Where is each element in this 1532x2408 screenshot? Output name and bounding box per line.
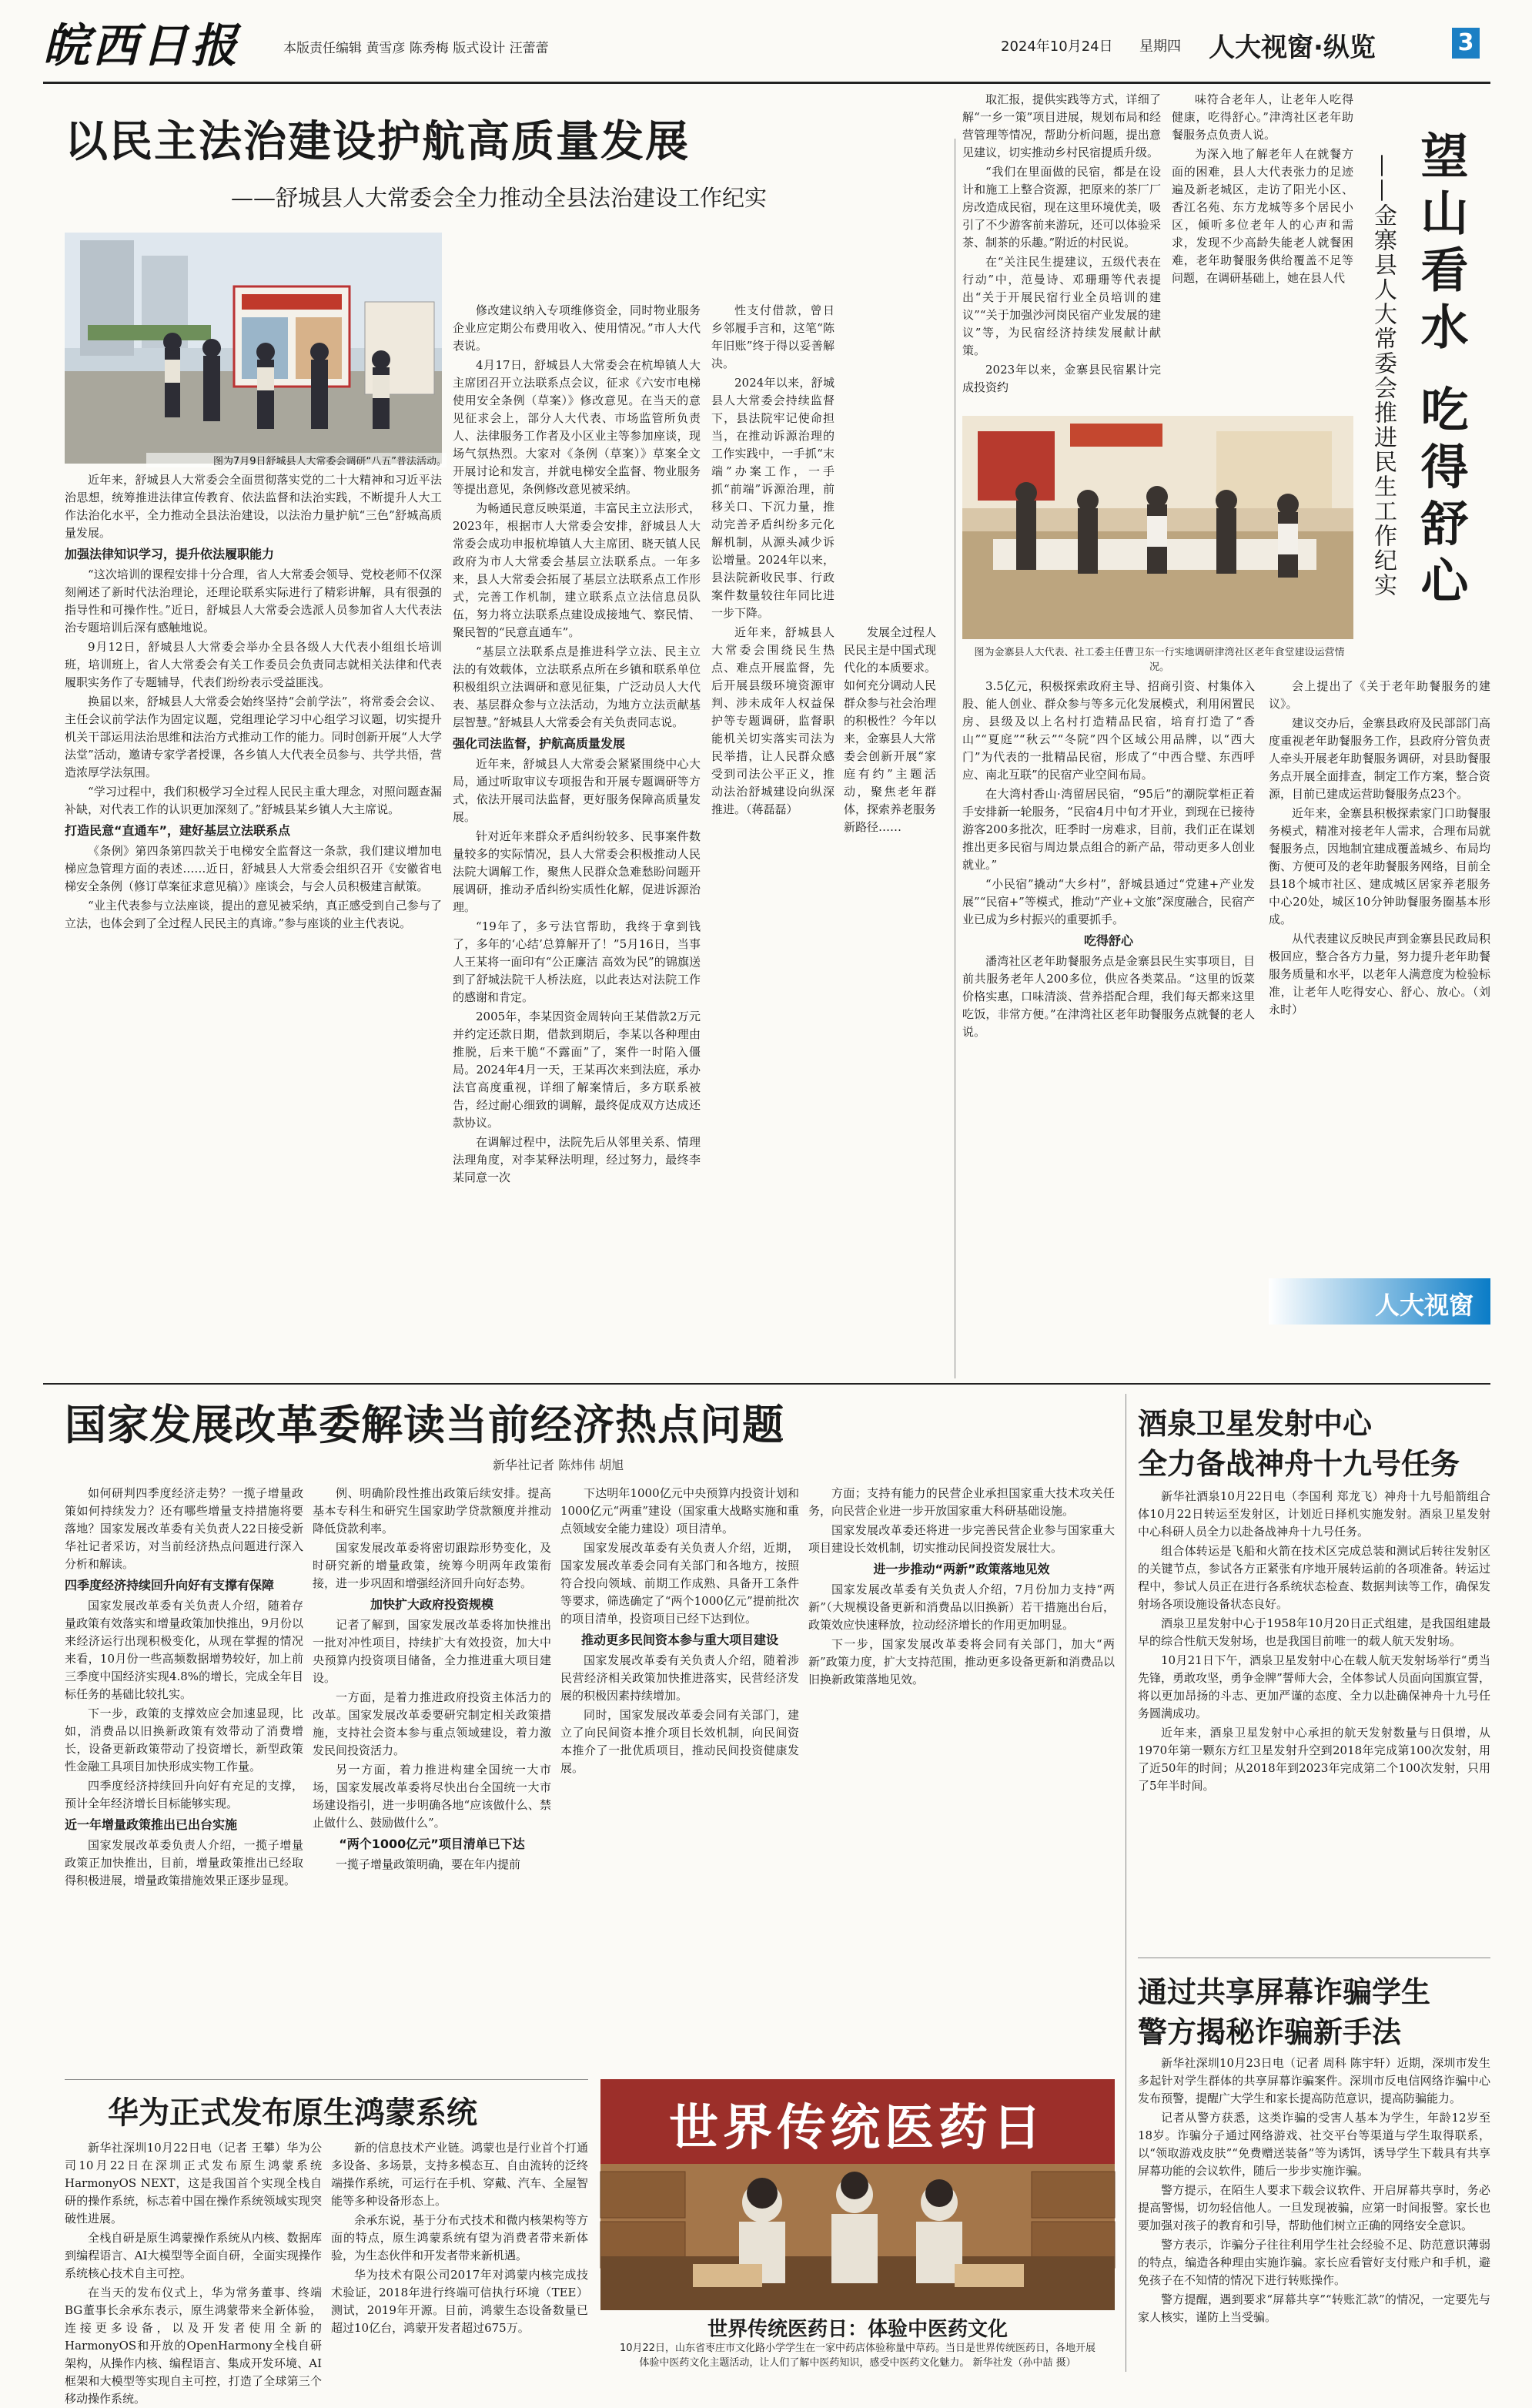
subheading: 推动更多民间资本参与重大项目建设 [580,1633,778,1647]
paragraph: 下一步，国家发展改革委将会同有关部门，加大“两新”政策力度，扩大支持范围，推动更多设备更新和消费品以旧换新政策落地见效。 [808,1637,1115,1686]
paragraph: 国家发展改革委有关负责人介绍，随着涉民营经济相关政策加快推进落实，民营经济发展的积极因素持续增加。 [560,1653,799,1703]
paragraph: 另一方面，着力推进构建全国统一大市场，国家发展改革委将尽快出台全国统一大市场建设指引，进一步明确各地“应该做什么、禁止做什么、鼓励做什么”。 [313,1763,551,1830]
page-number-badge: 3 [1452,28,1480,59]
subheading: 近一年增量政策推出已出台实施 [65,1817,238,1832]
paragraph: 例、明确阶段性推出政策后续安排。提高基本专科生和研究生国家助学贷款额度并推动降低贷款利率。 [313,1486,551,1536]
subheading: 加强法律知识学习，提升依法履职能力 [65,547,275,561]
paragraph: 警方提醒，遇到要求“屏幕共享”“转账汇款”的情况，一定要先与家人核实，谨防上当受骗。 [1138,2292,1490,2324]
article-divider [65,2079,588,2080]
masthead [0,0,1532,85]
paragraph: 修改建议纳入专项维修资金，同时物业服务企业应定期公布费用收入、使用情况。”市人大代表说。 [453,303,701,353]
paragraph: 国家发展改革委有关负责人介绍，随着存量政策有效落实和增量政策加快推出，9月份以来经济运行出现积极变化，从现在掌握的情况来看，10月份一些高频数据增势较好，加上前三季度中国经济实现4.8%的增长，完成全年目标任务的基础比较扎实。 [65,1599,303,1701]
paragraph: 在“关注民生提建议，五级代表在行动”中，范曼诗、邓珊珊等代表提出“关于开展民宿行业全员培训的建议”“关于加强沙河岗民宿产业发展的建议”等，为民宿经济持续发展献计献策。 [962,255,1161,357]
paragraph: 警方表示，诈骗分子往往利用学生社会经验不足、防范意识薄弱的特点，编造各种理由实施诈骗。家长应看管好支付账户和手机，避免孩子在不知情的情况下进行转账操作。 [1138,2238,1490,2287]
subheading: 进一步推动“两新”政策落地见效 [873,1562,1050,1576]
paragraph: 2024年以来，舒城县人大常委会持续监督下，县法院牢记使命担当，在推动诉源治理的工作实践中，一手抓“末端”办案工作，一手抓“前端”诉源治理，前移关口、下沉力量，推动完善矛盾纠纷多元化解机制，从源头减少诉讼增量。2024年以来，县法院新收民事、行政案件数量较往年同比进一步下降。 [711,376,835,620]
paragraph: 国家发展改革委负责人介绍，一揽子增量政策正加快推出，目前，增量政策推出已经取得积极进展，增量政策措施效果正逐步显现。 [65,1838,303,1887]
article7-title: 世界传统医药日：体验中医药文化 [707,2318,1008,2341]
paragraph: “我们在里面做的民宿，都是在设计和施工上整合资源，把原来的茶厂厂房改造成民宿，现在这里环境优美，吸引了不少游客前来游玩，还可以体验采茶、制茶的乐趣。”附近的村民说。 [962,165,1161,250]
paragraph: 酒泉卫星发射中心于1958年10月20日正式组建，是我国组建最早的综合性航天发射场，也是我国目前唯一的载人航天发射场。 [1138,1616,1490,1648]
paragraph: 会上提出了《关于老年助餐服务的建议》。 [1269,679,1490,711]
paragraph: 下达明年1000亿元中央预算内投资计划和1000亿元“两重”建设（国家重大战略实施和重点领域安全能力建设）项目清单。 [560,1486,799,1536]
paragraph: 在当天的发布仪式上，华为常务董事、终端BG董事长余承东表示，原生鸿蒙带来全新体验，连接更多设备，以及开发者使用全新的HarmonyOS和开放的OpenHarmony全栈自研架构，从操作内核、编程语言、集成开发环境、AI框架和大模型等实现自主可控，打造了全球第三个移动操作系统。 [65,2286,322,2406]
subheading: 吃得舒心 [1083,933,1133,948]
article5-title-line2: 警方揭秘诈骗新手法 [1138,2014,1402,2049]
article2-column-1 [962,91,1161,399]
paragraph: 国家发展改革委有关负责人介绍，7月份加力支持“两新”（大规模设备更新和消费品以旧换新）若干措施出台后，政策效应快速释放，拉动经济增长的作用更加明显。 [808,1582,1115,1632]
paragraph: 发展全过程人民民主是中国式现代化的本质要求。如何充分调动人民群众参与社会治理的积极性？今年以来，金寨县人大常委会创新开展“家庭有约”主题活动，聚焦老年群体，探索养老服务新路径…… [844,625,937,834]
paragraph: 10月21日下午，酒泉卫星发射中心在载人航天发射场举行“勇当先锋，勇敢攻坚，勇争金牌”誓师大会，全体参试人员面向国旗宣誓，将以更加昂扬的斗志、更加严谨的态度、全力以赴确保神舟十九号任务圆满成功。 [1138,1653,1490,1720]
article7-caption: 10月22日，山东省枣庄市文化路小学学生在一家中药店体验称量中草药。当日是世界传统医药日，各地开展体验中医药文化主题活动，让人们了解中医药知识，感受中医药文化魅力。 新华社发（孙中喆 摄） [619,2343,1096,2369]
masthead-rule [43,82,1490,84]
article3-column-2 [313,1485,551,2070]
paragraph: 为畅通民意反映渠道，丰富民主立法形式，2023年，根据市人大常委会安排，舒城县人大常委会成功申报杭埠镇人大主席团、晓天镇人民政府为市人大常委会基层立法联系点。一年多来，县人大常委会拓展了基层立法联系点工作形式，完善工作机制，建立联系点立法信息员队伍，努力将立法联系点建设成接地气、察民情、聚民智的“民意直通车”。 [453,501,701,639]
paragraph: “小民宿”撬动“大乡村”，舒城县通过“党建+产业发展”“民宿+”等模式，推动“产业+文旅”深度融合，民宿产业已成为乡村振兴的重要抓手。 [962,877,1255,926]
article3-title: 国家发展改革委解读当前经济热点问题 [65,1400,784,1449]
article1-side-column [844,624,936,978]
article2-subtitle: ——金寨县人大常委会推进民生工作纪实 [1370,154,1397,598]
subheading: 强化司法监督，护航高质量发展 [453,736,626,751]
paragraph: 新华社深圳10月23日电（记者 周科 陈宇轩）近期，深圳市发生多起针对学生群体的共享屏幕诈骗案件。深圳市反电信网络诈骗中心发布预警，提醒广大学生和家长提高防范意识，提高防骗能力。 [1138,2056,1490,2105]
paragraph: 近年来，舒城县人大常委会围绕民生热点、难点开展监督，先后开展县级环境资源审判、涉未成年人权益保护等专题调研，监督职能机关切实落实司法为民举措，让人民群众感受到司法公平正义，推动法治舒城建设向纵深推进。（蒋磊磊） [711,625,835,816]
issue-date: 2024年10月24日 [1001,39,1113,55]
article3-column-4 [808,1485,1115,2070]
paragraph: 同时，国家发展改革委会同有关部门，建立了向民间资本推介项目长效机制，向民间资本推介了一批优质项目，推动民间投资健康发展。 [560,1708,799,1775]
article3-byline: 新华社记者 陈炜伟 胡旭 [493,1458,624,1472]
paragraph: “业主代表参与立法座谈，提出的意见被采纳，真正感受到自己参与了立法，也体会到了全过程人民民主的真谛。”参与座谈的业主代表说。 [65,899,442,930]
article2-column-3 [962,678,1255,1317]
article4-title-line2: 全力备战神舟十九号任务 [1138,1446,1460,1481]
paragraph: 潘湾社区老年助餐服务点是金寨县民生实事项目，目前共服务老年人200多位，供应各类菜品。“这里的饭菜价格实惠，口味清淡、营养搭配合理，我们每天都来这里吃饭，非常方便。”在津湾社区老年助餐服务点就餐的老人说。 [962,954,1255,1039]
paragraph: 2005年，李某因资金周转向王某借款2万元并约定还款日期，借款到期后，李某以各种理由推脱，后来干脆“不露面”了，案件一时陷入僵局。2024年4月一天，王某再次来到法庭，承办法官高度重视，详细了解案情后，多方联系被告，经过耐心细致的调解，最终促成双方达成还款协议。 [453,1010,701,1130]
subheading: 四季度经济持续回升向好有支撑有保障 [65,1578,275,1592]
paragraph: 近年来，酒泉卫星发射中心承担的航天发射数量与日俱增，从1970年第一颗东方红卫星发射升空到2018年完成第100次发射，用了近50年的时间；从2018年到2023年完成第二个100次发射，只用了5年半时间。 [1138,1726,1490,1793]
paragraph: 国家发展改革委将密切跟踪形势变化，及时研究新的增量政策，统筹今明两年政策衔接，进一步巩固和增强经济回升向好态势。 [313,1541,551,1590]
paragraph: 记者了解到，国家发展改革委将加快推出一批对冲性项目，持续扩大有效投资，加大中央预算内投资项目储备，全力推进重大项目建设。 [313,1618,551,1685]
article1-column-2 [453,302,701,1380]
paragraph: 近年来，舒城县人大常委会全面贯彻落实党的二十大精神和习近平法治思想，统筹推进法律宣传教育、依法监督和法治实践，不断提升人大工作法治化水平，全力推动全县法治建设，以法治力量护航“三色”舒城高质量发展。 [65,473,442,540]
article1-title: 以民主法治建设护航高质量发展 [65,116,690,167]
article5-title-line1: 通过共享屏幕诈骗学生 [1138,1974,1431,2009]
paragraph: 余承东说，基于分布式技术和微内核架构等方面的特点，原生鸿蒙系统有望为消费者带来新体验，为生态伙伴和开发者带来新机遇。 [331,2213,588,2262]
article1-column-1 [65,471,442,1380]
paragraph: 一方面，是着力推进政府投资主体活力的改革。国家发展改革委要研究制定相关政策措施，支持社会资本参与重点领域建设，着力激发民间投资活力。 [313,1690,551,1757]
paragraph: “19年了，多亏法官帮助，我终于拿到钱了，多年的‘心结’总算解开了！”5月16日，当事人王某将一面印有“公正廉洁 高效为民”的锦旗送到了舒城法院干人桥法庭，以此表达对法院工作的感谢和肯定。 [453,919,701,1004]
article6-column-2 [331,2139,588,2378]
paragraph: 建议交办后，金寨县政府及民部部门高度重视老年助餐服务工作，县政府分管负责人牵头开展老年助餐服务调研，对县助餐服务点开展全面排查，制定工作方案，整合资源，目前已建成运营助餐服务点23个。 [1269,716,1490,801]
paragraph: 新华社深圳10月22日电（记者 王攀）华为公司10月22日在深圳正式发布原生鸿蒙系统HarmonyOS NEXT，这是我国首个实现全栈自研的操作系统，标志着中国在操作系统领域实现突破性进展。 [65,2141,322,2225]
subheading: 打造民意“直通车”，建好基层立法联系点 [65,823,291,838]
paragraph: 国家发展改革委有关负责人介绍，近期，国家发展改革委会同有关部门和各地方，按照符合投向领域、前期工作成熟、具备开工条件等要求，筛选确定了“两个1000亿元”提前批次的项目清单，投资项目已经下达到位。 [560,1541,799,1626]
paragraph: 在调解过程中，法院先后从邻里关系、情理法理角度，对李某释法明理，经过努力，最终李某同意一次 [453,1135,701,1184]
paragraph: 四季度经济持续回升向好有充足的支撑，预计全年经济增长目标能够实现。 [65,1779,303,1810]
article6-title: 华为正式发布原生鸿蒙系统 [108,2095,477,2131]
article3-column-3 [560,1485,799,2070]
canteen-scene [962,416,1353,639]
article4-title-line1: 酒泉卫星发射中心 [1138,1406,1373,1441]
article2-photo-caption: 图为金寨县人大代表、社工委主任曹卫东一行实地调研津湾社区老年食堂建设运营情况。 [974,647,1345,673]
paragraph: 近年来，金寨县积极探索家门口助餐服务模式，精准对接老年人需求，合理布局就餐服务点，因地制宜建成覆盖城乡、布局均衡、方便可及的老年助餐服务网络，目前全县18个城市社区、建成城区居家养老服务中心20处，城区10分钟助餐服务圈基本形成。 [1269,806,1490,926]
paragraph: 为深入地了解老年人在就餐方面的困难，县人大代表张力的足迹遍及新老城区，走访了阳光小区、香江名苑、东方龙城等多个居民小区，倾听多位老年人的心声和需求，发现不少高龄失能老人就餐困难，老年助餐服务供给覆盖不足等问题，在调研基础上，她在县人代 [1172,147,1353,285]
paragraph: 针对近年来群众矛盾纠纷较多、民事案件数量较多的实际情况，县人大常委会积极推动人民法院大调解工作，聚焦人民群众急难愁盼问题开展调研，推动矛盾纠纷实质性化解，促进诉源治理。 [453,829,701,914]
article3-column-1 [65,1485,303,2070]
article2-column-4 [1269,678,1490,1155]
issue-weekday: 星期四 [1139,39,1181,55]
newspaper-logo: 皖西日报 [43,19,240,73]
paragraph: 组合体转运是飞船和火箭在技术区完成总装和测试后转往发射区的关键节点，参试各方正紧张有序地开展转运前的各项准备。转运过程中，参试人员正在进行各系统状态检查、数据判读等工作，确保发射场各项设施设备状态良好。 [1138,1544,1490,1611]
paragraph: 全栈自研是原生鸿蒙操作系统从内核、数据库到编程语言、AI大模型等全面自研，全面实现操作系统核心技术自主可控。 [65,2231,322,2280]
paragraph: 性支付借款，曾日乡邻履手言和，这笔“陈年旧账”终于得以妥善解决。 [711,303,835,370]
paragraph: 国家发展改革委还将进一步完善民营企业参与国家重大项目建设长效机制，切实推动民间投资发展壮大。 [808,1523,1115,1555]
paragraph: 警方提示，在陌生人要求下载会议软件、开启屏幕共享时，务必提高警惕，切勿轻信他人。一旦发现被骗，应第一时间报警。家长也要加强对孩子的教育和引导，帮助他们树立正确的网络安全意识。 [1138,2183,1490,2232]
paragraph: 2023年以来，金寨县民宿累计完成投资约 [962,363,1161,394]
paragraph: 3.5亿元，积极探索政府主导、招商引资、村集体入股、能人创业、群众参与等多元化发展模式，利用闲置民房、县级及以上名村打造精品民宿，培育打造了“香山”“夏庭”“秋云”“冬院”四个区域公用品牌，以“西大门”为代表的一批精品民宿，形成了“中西合璧、东西呼应、南北互联”的民宿产业空间布局。 [962,679,1255,782]
paragraph: 取汇报，提供实践等方式，详细了解“一乡一策”项目进展，规划布局和经营管理等情况，帮助分析问题，提出意见建议，切实推动乡村民宿提质升级。 [962,92,1161,159]
article1-subtitle: ——舒城县人大常委会全力推动全县法治建设工作纪实 [231,185,768,211]
paragraph: 从代表建议反映民声到金寨县民政局积极回应，整合各方力量，努力提升老年助餐服务质量和水平，以老年人满意度为检验标准，让老年人吃得安心、舒心、放心。（刘永时） [1269,932,1490,1016]
paragraph: “学习过程中，我们积极学习全过程人民民主重大理念，对照问题查漏补缺，对代表工作的认识更加深刻了。”舒城县某乡镇人大主席说。 [65,785,442,816]
renda-banner-label: 人大视窗 [1374,1291,1473,1320]
subheading: 加快扩大政府投资规模 [370,1597,493,1612]
article7-photo [600,2079,1115,2310]
article1-photo-caption: 图为7月9日舒城县人大常委会调研“八五”普法活动。 [146,453,447,467]
editor-credits: 本版责任编辑 黄雪彦 陈秀梅 版式设计 汪蕾蕾 [283,41,549,56]
paragraph: “这次培训的课程安排十分合理，省人大常委会领导、党校老师不仅深刻阐述了新时代法治理论，还理论联系实际进行了精彩讲解，具有很强的指导性和可操作性。”近日，舒城县人大常委会选派人员参加省人大代表法治专题培训后深有感触地说。 [65,568,442,635]
section-title: 人大视窗·纵览 [1209,32,1376,63]
paragraph: 4月17日，舒城县人大常委会在杭埠镇人大主席团召开立法联系点会议，征求《六安市电梯使用安全条例（草案）》修改意见。在当天的意见征求会上，部分人大代表、市场监管所负责人、法律服务工作者及小区业主等参加座谈，现场气氛热烈。大家对《条例（草案）》草案全文开展讨论和发言，并就电梯安全监督、物业服务等提出意见，条例修改意见被采纳。 [453,358,701,496]
paragraph: 新华社酒泉10月22日电（李国利 郑龙飞）神舟十九号船箭组合体10月22日转运至发射区，计划近日择机实施发射。酒泉卫星发射中心科研人员全力以赴备战神舟十九号任务。 [1138,1489,1490,1539]
paragraph: 下一步，政策的支撑效应会加速显现，比如，消费品以旧换新政策有效带动了消费增长，设备更新政策带动了投资增长，新型政策性金融工具项目加快形成实物工作量。 [65,1706,303,1773]
paragraph: 近年来，舒城县人大常委会紧紧围绕中心大局，通过听取审议专项报告和开展专题调研等方式，依法开展司法监督，更好服务保障高质量发展。 [453,757,701,824]
paragraph: 如何研判四季度经济走势？一揽子增量政策如何持续发力？还有哪些增量支持措施将要落地？国家发展改革委有关负责人22日接受新华社记者采访，对当前经济热点问题进行深入分析和解读。 [65,1486,303,1571]
article1-column-3 [711,302,835,816]
paragraph: 方面；支持有能力的民营企业承担国家重大技术攻关任务，向民营企业进一步开放国家重大科研基础设施。 [808,1486,1115,1518]
paragraph: 记者从警方获悉，这类诈骗的受害人基本为学生，年龄12岁至18岁。诈骗分子通过网络游戏、社交平台等渠道与学生取得联系，以“领取游戏皮肤”“免费赠送装备”等为诱饵，诱导学生下载具有共享屏幕功能的会议软件，随后一步步实施诈骗。 [1138,2111,1490,2178]
paragraph: 在大湾村香山·湾留居民宿，“95后”的潮院掌柜正着手安排新一轮服务，“民宿4月中旬才开业，到现在已接待游客200多批次，旺季时一房难求，目前，我们正在谋划推出更多民宿与周边景点组合的新产品，带动更多人创业就业。” [962,787,1255,872]
section-rule [43,1383,1490,1385]
renda-banner [1269,1278,1490,1325]
article5-body [1138,2055,1490,2378]
paragraph: 换届以来，舒城县人大常委会始终坚持“会前学法”，将常委会会议、主任会议前学法作为固定议题，党组理论学习中心组学习议题，切实提升机关干部运用法治思维和法治方式推动工作的能力。同时创新开展“人大学法堂”活动，邀请专家学者授课，各乡镇人大代表全员参与、共学共悟，营造浓厚学法氛围。 [65,695,442,779]
paragraph: 9月12日，舒城县人大常委会举办全县各级人大代表小组组长培训班，培训班上，省人大常委会有关工作委员会负责同志就相关法律和代表履职实务作了专题辅导，代表们纷纷表示受益匪浅。 [65,640,442,689]
article4-body [1138,1488,1490,1950]
article6-column-1 [65,2139,322,2406]
paragraph: 《条例》第四条第四款关于电梯安全监督这一条款，我们建议增加电梯应急管理方面的表述……近日，舒城县人大常委会组织召开《安徽省电梯安全条例（修订草案征求意见稿）》座谈会，与会人员积极建言献策。 [65,844,442,893]
paragraph: “基层立法联系点是推进科学立法、民主立法的有效载体，立法联系点所在乡镇和联系单位积极组织立法调研和意见征集，广泛动员人大代表、基层群众参与立法活动，为地方立法贡献基层智慧。”舒城县人大常委会有关负责同志说。 [453,645,701,729]
paragraph: 华为技术有限公司2017年对鸿蒙内核完成技术验证，2018年进行终端可信执行环境（TEE）测试，2019年开源。目前，鸿蒙生态设备数量已超过10亿台，鸿蒙开发者超过675万。 [331,2268,588,2335]
paragraph: 新的信息技术产业链。鸿蒙也是行业首个打通多设备、多场景，支持多模态互、自由流转的泛终端操作系统，可运行在手机、穿戴、汽车、全屋智能等多种设备形态上。 [331,2141,588,2208]
courtyard-scene [65,233,442,464]
article2-photo [962,416,1353,639]
article1-photo [65,233,442,464]
subheading: “两个1000亿元”项目清单已下达 [339,1837,525,1851]
paragraph: 一揽子增量政策明确，要在年内提前 [336,1857,521,1871]
paragraph: 味符合老年人，让老年人吃得健康，吃得舒心。”津湾社区老年助餐服务点负责人说。 [1172,92,1353,142]
article2-title: 望山看水 吃得舒心 [1413,131,1469,613]
article7-banner-title: 世界传统医药日 [669,2099,1046,2157]
